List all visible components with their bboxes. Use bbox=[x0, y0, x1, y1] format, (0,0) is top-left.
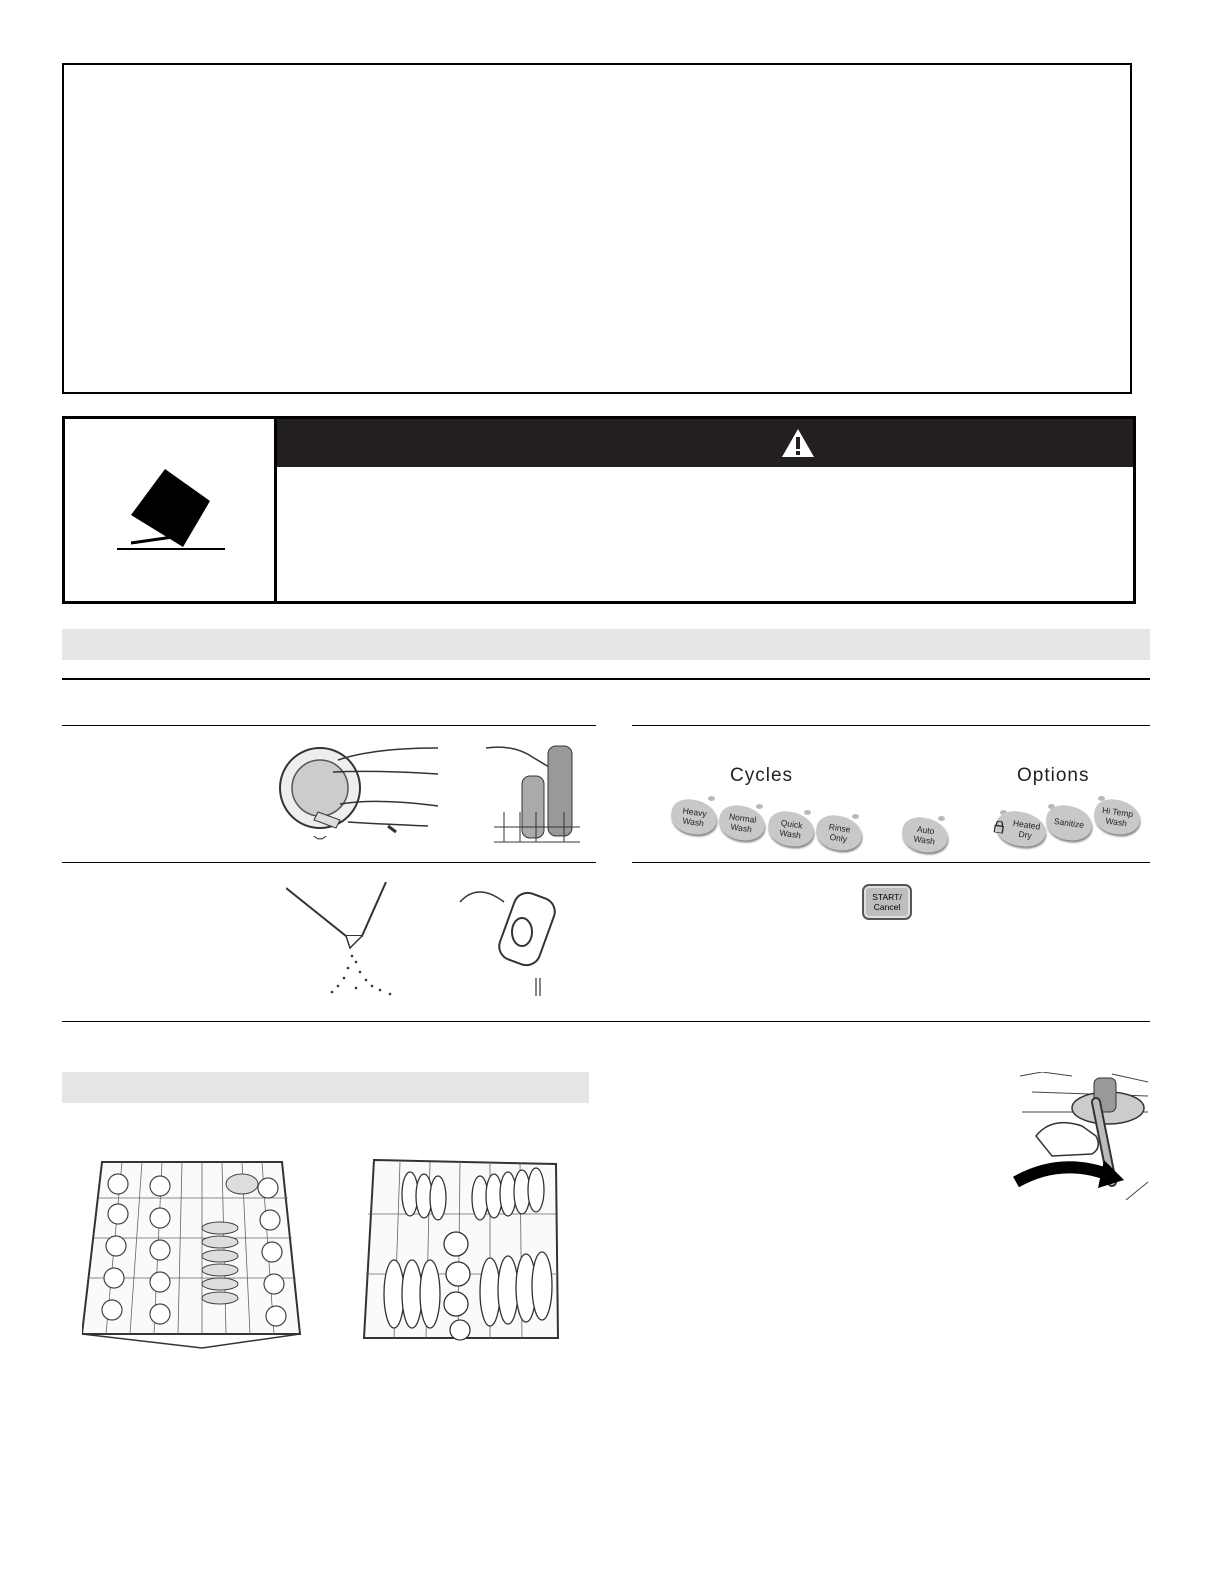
scrape-dishes-illustration bbox=[278, 740, 448, 850]
add-liquid-detergent-illustration bbox=[458, 884, 556, 998]
lock-icon bbox=[993, 820, 1005, 833]
section-header-band bbox=[62, 629, 1150, 660]
options-title: Options bbox=[1017, 765, 1090, 786]
divider bbox=[62, 862, 596, 863]
lower-rack-illustration bbox=[360, 1154, 560, 1348]
load-glasses-illustration bbox=[484, 742, 582, 847]
loading-section-band bbox=[62, 1072, 589, 1103]
divider bbox=[62, 725, 596, 726]
divider bbox=[62, 678, 1150, 680]
warning-triangle-icon bbox=[781, 428, 815, 458]
divider bbox=[632, 725, 1150, 726]
quick-wash-button[interactable]: Quick Wash bbox=[766, 809, 816, 849]
indicator-light bbox=[708, 796, 715, 801]
cycles-title: Cycles bbox=[730, 765, 794, 786]
start-cancel-button[interactable]: START/ Cancel bbox=[862, 884, 912, 920]
auto-wash-button[interactable]: Auto Wash bbox=[900, 815, 950, 855]
tip-over-icon bbox=[65, 419, 274, 598]
hi-temp-wash-button[interactable]: Hi Temp Wash bbox=[1092, 797, 1142, 837]
spray-arm-illustration bbox=[1012, 1072, 1150, 1202]
indicator-light bbox=[852, 814, 859, 819]
indicator-light bbox=[756, 804, 763, 809]
warning-header-bar bbox=[277, 419, 1133, 467]
upper-rack-illustration bbox=[82, 1158, 302, 1352]
add-powder-detergent-illustration bbox=[286, 882, 400, 1000]
indicator-light bbox=[938, 816, 945, 821]
indicator-light bbox=[804, 810, 811, 815]
heavy-wash-button[interactable]: Heavy Wash bbox=[669, 797, 719, 837]
divider bbox=[632, 862, 1150, 863]
heated-dry-button[interactable] bbox=[994, 809, 1048, 850]
heated-dry-label: Heated Dry bbox=[1012, 817, 1041, 841]
sanitize-button[interactable]: Sanitize bbox=[1044, 803, 1094, 843]
divider bbox=[62, 1021, 1150, 1022]
warning-box bbox=[62, 416, 1136, 604]
normal-wash-button[interactable]: Normal Wash bbox=[717, 803, 767, 843]
tip-over-panel bbox=[65, 419, 277, 601]
rinse-only-button[interactable]: Rinse Only bbox=[814, 813, 864, 853]
top-info-box bbox=[62, 63, 1132, 394]
